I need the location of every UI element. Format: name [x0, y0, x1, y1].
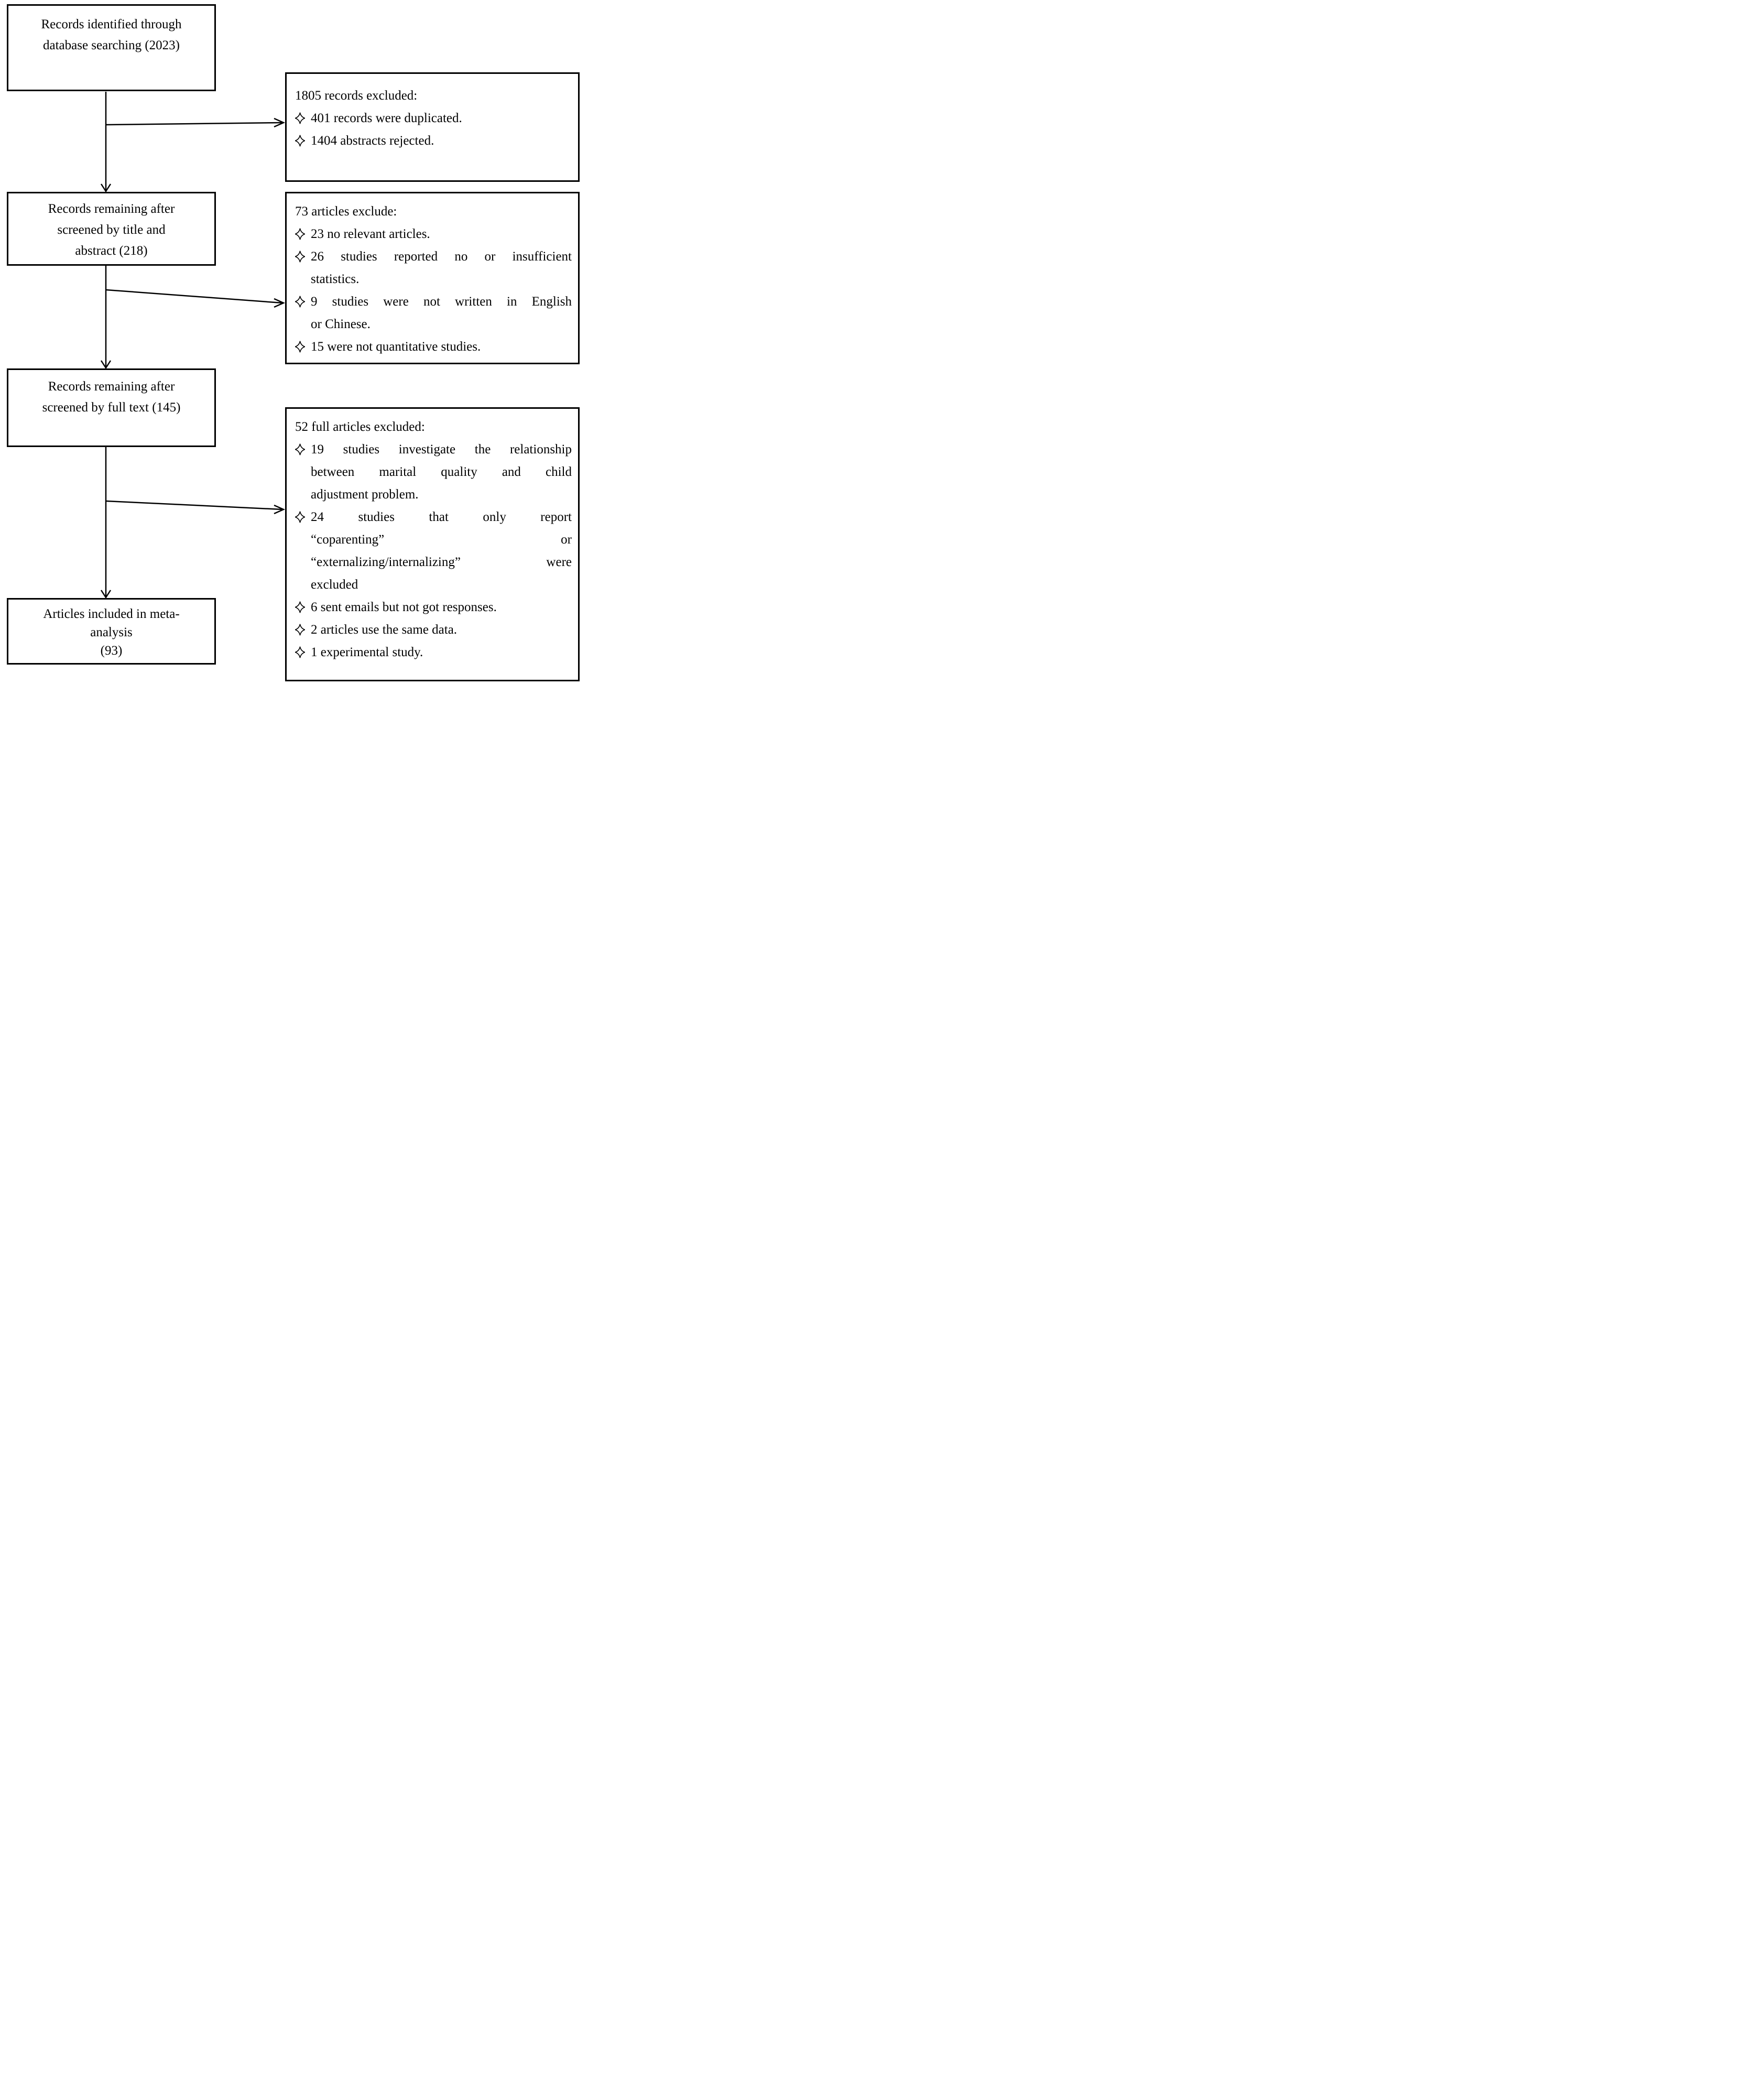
exclusion-box-records-excluded	[285, 72, 580, 182]
exclusion-item	[295, 245, 572, 290]
flow-box-line: Records identified through	[41, 17, 182, 31]
arrow-down-2-head-icon	[101, 361, 111, 368]
exclusion-item-text: between marital quality and child	[311, 465, 572, 479]
exclusion-item-text: “coparenting” or	[311, 532, 572, 547]
exclusion-item	[295, 618, 572, 641]
exclusion-item	[295, 596, 572, 618]
exclusion-item-text: “externalizing/internalizing” were	[311, 555, 572, 569]
arrow-right-2-head-icon	[274, 299, 284, 307]
arrow-down-3-head-icon	[101, 590, 111, 597]
flow-box-line: abstract (218)	[75, 244, 148, 258]
arrow-right-2-shaft	[106, 290, 282, 303]
flow-box-articles-included	[7, 598, 216, 665]
exclusion-item	[295, 290, 572, 335]
flow-box-line: Records remaining after	[48, 202, 175, 216]
exclusion-item-text: 6 sent emails but not got responses.	[311, 600, 497, 614]
four-pointed-star-bullet-icon	[295, 641, 311, 658]
flow-box-line: database searching (2023)	[43, 38, 180, 52]
exclusion-item	[295, 335, 572, 358]
four-pointed-star-bullet-icon	[295, 107, 311, 124]
exclusion-item-text: adjustment problem.	[311, 487, 419, 502]
exclusion-item-text: 23 no relevant articles.	[311, 227, 430, 241]
exclusion-header: 73 articles exclude:	[295, 204, 397, 219]
four-pointed-star-bullet-icon	[295, 596, 311, 613]
exclusion-item-text: 15 were not quantitative studies.	[311, 340, 481, 354]
exclusion-item-text: statistics.	[311, 272, 360, 286]
flow-box-line: Articles included in meta-	[43, 607, 180, 621]
exclusion-item	[295, 129, 572, 152]
four-pointed-star-bullet-icon	[295, 223, 311, 240]
exclusion-item-text: 19 studies investigate the relationship	[311, 442, 572, 456]
arrow-right-3-head-icon	[274, 505, 284, 514]
prisma-flow-diagram	[0, 0, 588, 692]
flow-box-line: Records remaining after	[48, 379, 175, 394]
four-pointed-star-bullet-icon	[295, 290, 311, 308]
arrow-down-1-head-icon	[101, 184, 111, 191]
four-pointed-star-bullet-icon	[295, 245, 311, 263]
exclusion-item-text: 9 studies were not written in English	[311, 295, 572, 309]
exclusion-item	[295, 641, 572, 664]
exclusion-item	[295, 107, 572, 129]
four-pointed-star-bullet-icon	[295, 438, 311, 455]
four-pointed-star-bullet-icon	[295, 335, 311, 353]
flow-box-line: (93)	[100, 644, 123, 658]
exclusion-item-text: 1 experimental study.	[311, 645, 423, 659]
arrow-right-3-shaft	[106, 501, 282, 509]
exclusion-item	[295, 223, 572, 245]
exclusion-item	[295, 438, 572, 506]
flow-box-records-after-title-abstract	[7, 192, 216, 266]
flow-box-records-identified	[7, 4, 216, 91]
exclusion-item-text: or Chinese.	[311, 317, 371, 331]
arrow-right-1-shaft	[106, 123, 282, 125]
exclusion-item	[295, 506, 572, 596]
flow-box-line: screened by full text (145)	[42, 400, 181, 415]
exclusion-item-text: 26 studies reported no or insufficient	[311, 249, 572, 264]
exclusion-header: 1805 records excluded:	[295, 89, 418, 103]
exclusion-item-text: excluded	[311, 578, 358, 592]
exclusion-box-full-articles-excluded	[285, 407, 580, 681]
exclusion-header: 52 full articles excluded:	[295, 420, 425, 434]
exclusion-item-text: 2 articles use the same data.	[311, 623, 458, 637]
four-pointed-star-bullet-icon	[295, 506, 311, 523]
exclusion-item-text: 24 studies that only report	[311, 510, 572, 524]
arrow-right-1-head-icon	[274, 118, 284, 127]
exclusion-box-articles-excluded	[285, 192, 580, 364]
exclusion-item-text: 401 records were duplicated.	[311, 111, 462, 125]
four-pointed-star-bullet-icon	[295, 618, 311, 636]
four-pointed-star-bullet-icon	[295, 129, 311, 147]
flow-box-line: screened by title and	[57, 223, 166, 237]
flow-box-records-after-full-text	[7, 368, 216, 447]
flow-box-line: analysis	[90, 625, 133, 639]
exclusion-item-text: 1404 abstracts rejected.	[311, 134, 434, 148]
